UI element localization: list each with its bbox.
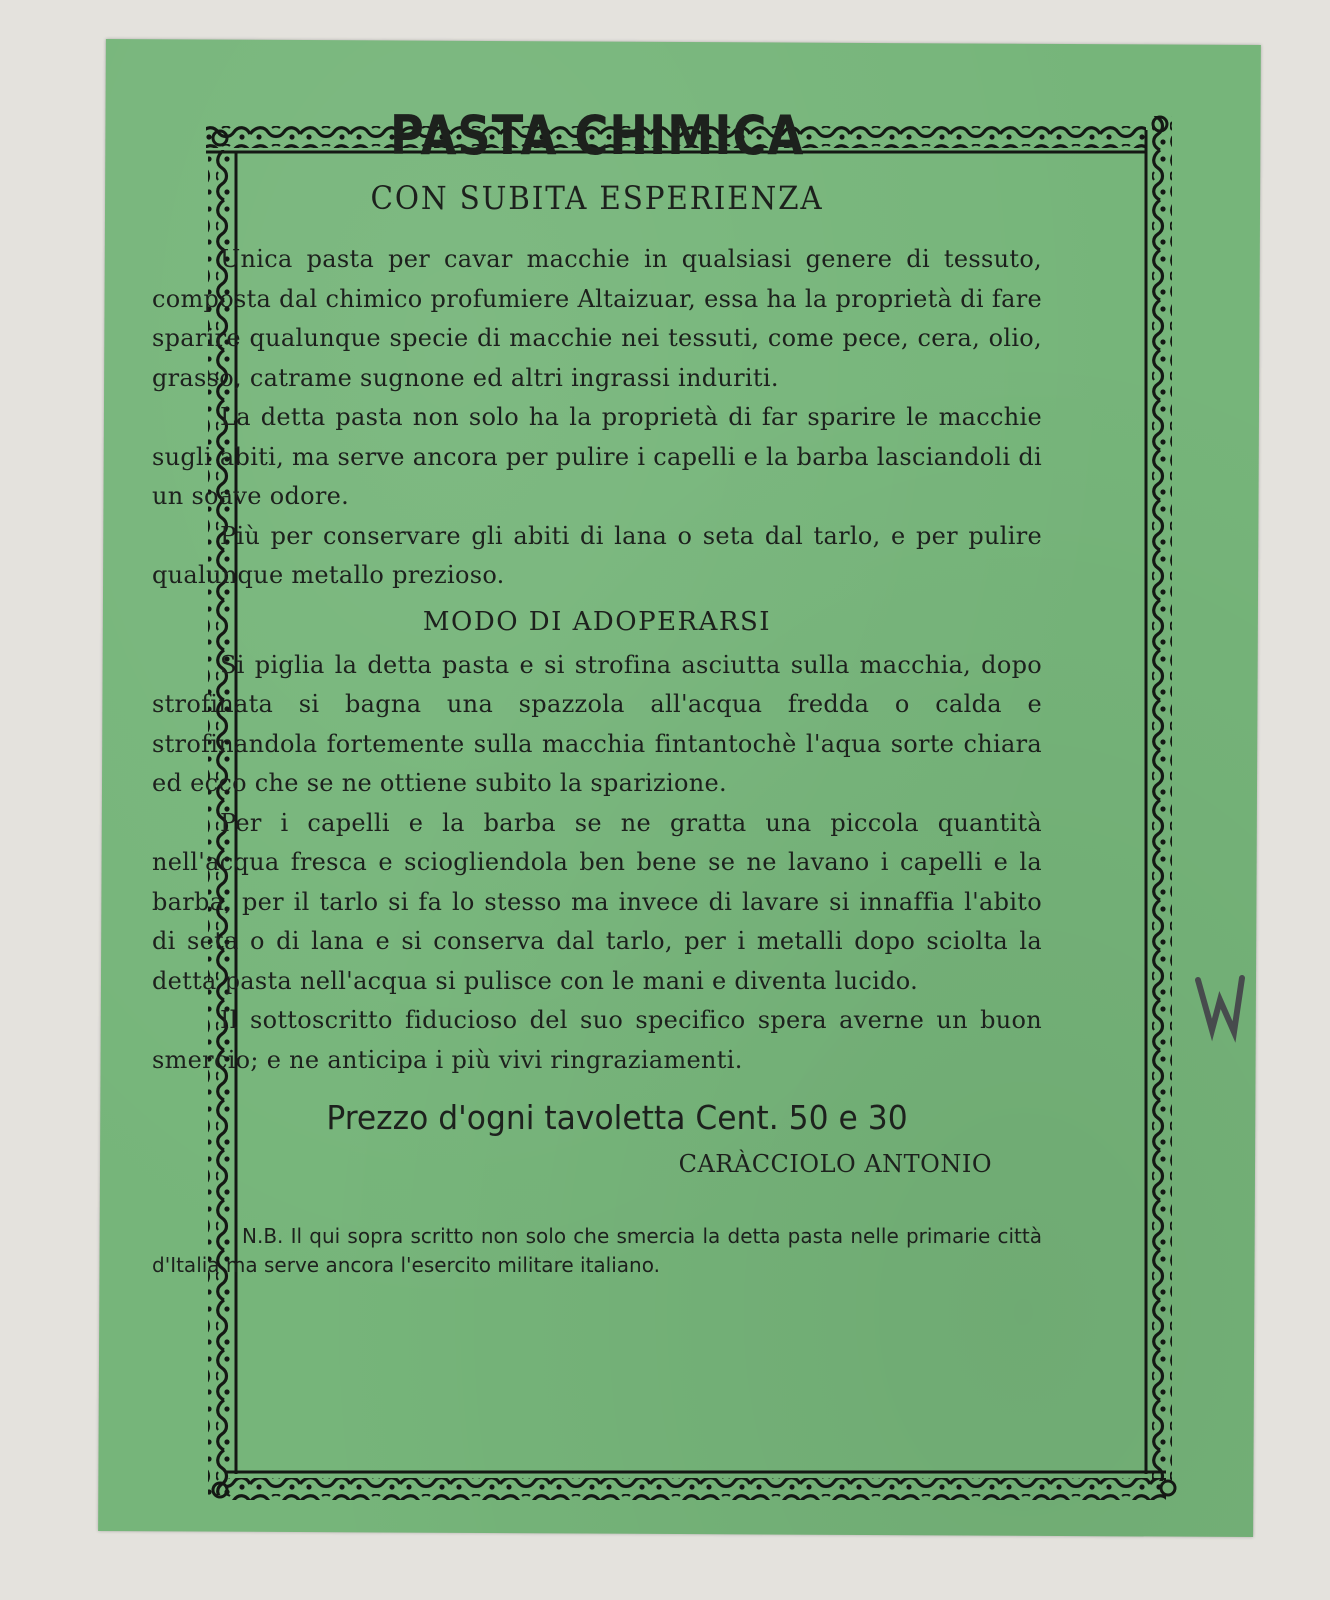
- page-title: PASTA CHIMICA: [389, 104, 805, 167]
- intro-paragraph-1: Unica pasta per cavar macchie in qualsiasi genere di tessuto, composta dal chimico profumiere Altaizuar, essa ha la proprietà di fare sparire qualunque specie di macchie nei tessuti, come pece, cera, olio, grasso, catrame sugnone ed altri ingrassi induriti.: [152, 245, 1042, 392]
- border-right: [1148, 116, 1172, 1481]
- notice-body: [152, 100, 1042, 1280]
- ink-mark: [1190, 960, 1250, 1050]
- price-line: Prezzo d'ogni tavoletta Cent. 50 e 30: [326, 1098, 908, 1137]
- subtitle: CON SUBITA ESPERIENZA: [370, 179, 824, 217]
- border-bottom: [226, 1478, 1166, 1500]
- usage-paragraph-3: Il sottoscritto fiducioso del suo specifico spera averne un buon smercio; e ne anticipa i più vivi ringraziamenti.: [152, 1006, 1042, 1074]
- usage-paragraph-2: Per i capelli e la barba se ne gratta una piccola quantità nell'acqua fresca e sciogliendola ben bene se ne lavano i capelli e la barba, per il tarlo si fa lo stesso ma invece di lavare si innaffia l'abito di seta o di lana e si conserva dal tarlo, per i metalli dopo sciolta la detta pasta nell'acqua si pulisce con le mani e diventa lucido.: [152, 808, 1042, 995]
- intro-paragraph-2: La detta pasta non solo ha la proprietà di far sparire le macchie sugli abiti, ma serve ancora per pulire i capelli e la barba lasciandoli di un soave odore.: [152, 403, 1043, 510]
- intro-paragraph-3: Più per conservare gli abiti di lana o seta dal tarlo, e per pulire qualunque metallo prezioso.: [152, 521, 1042, 589]
- signature: CARÀCCIOLO ANTONIO: [678, 1150, 992, 1178]
- usage-paragraph-1: Si piglia la detta pasta e si strofina asciutta sulla macchia, dopo strofinata si bagna una spazzola all'acqua fredda o calda e strofinandola fortemente sulla macchia fintantochè l'aqua sorte chiara ed ecco che se ne ottiene subito la sparizione.: [152, 650, 1042, 797]
- usage-heading: MODO DI ADOPERARSI: [422, 606, 772, 637]
- nota-bene: N.B. Il qui sopra scritto non solo che smercia la detta pasta nelle primarie città d'Italia ma serve ancora l'esercito militare italiano.: [152, 1224, 1042, 1277]
